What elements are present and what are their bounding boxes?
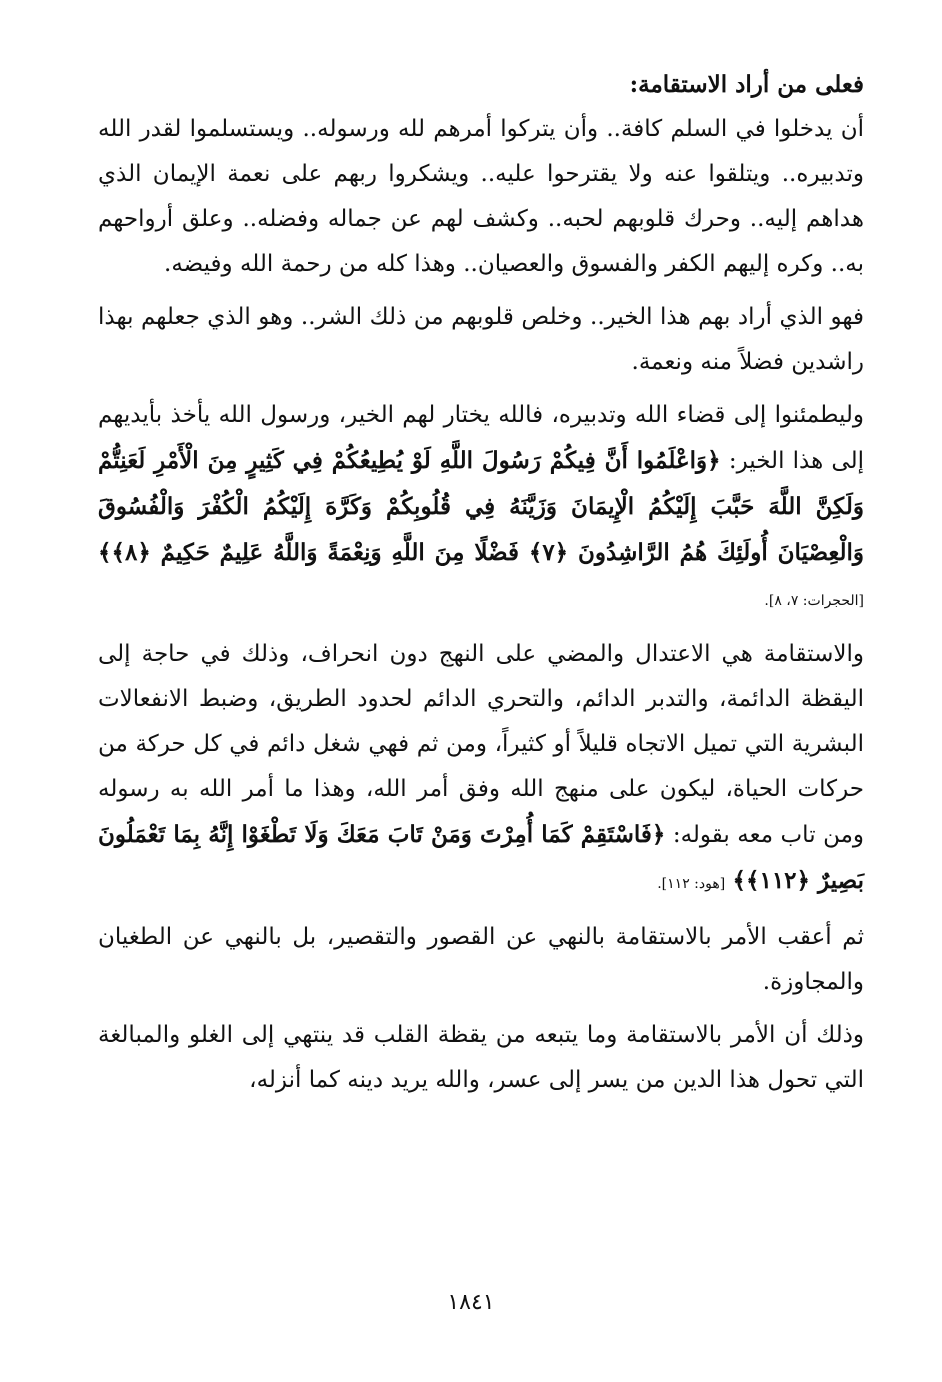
- paragraph-text: وليطمئنوا إلى قضاء الله وتدبيره، فالله يختار لهم الخير، ورسول الله يأخذ بأيديهم إلى هذا الخير:: [98, 402, 864, 474]
- section-heading: فعلى من أراد الاستقامة:: [629, 71, 864, 98]
- paragraph-text: والاستقامة هي الاعتدال والمضي على النهج دون انحراف، وذلك في حاجة إلى اليقظة الدائمة، والتدبر الدائم، والتحري الدائم لحدود الطريق، وضبط الانفعالات البشرية التي تميل الاتجاه قليلاً أو كثيراً، ومن ثم فهي شغل دائم في كل حركة من حركات الحياة، ليكون على منهج الله وفق أمر الله، وهذا ما أمر الله به رسوله ومن تاب معه بقوله:: [98, 641, 865, 848]
- paragraph-with-verse: [98, 393, 864, 624]
- verse-citation: [هود: ١١٢].: [657, 876, 726, 892]
- paragraph-with-verse: [98, 632, 864, 907]
- quran-verse: ﴿فَاسْتَقِمْ كَمَا أُمِرْتَ وَمَنْ تَابَ مَعَكَ وَلَا تَطْغَوْا إِنَّهُ بِمَا تَعْمَلُونَ بَصِيرٌ ﴿١١٢﴾﴾: [98, 821, 864, 894]
- page-body: [98, 62, 864, 1111]
- paragraph: ثم أعقب الأمر بالاستقامة بالنهي عن القصور والتقصير، بل بالنهي عن الطغيان والمجاوزة.: [98, 924, 864, 995]
- paragraph: فهو الذي أراد بهم هذا الخير.. وخلص قلوبهم من ذلك الشر.. وهو الذي جعلهم بهذا راشدين فضلاً منه ونعمة.: [98, 304, 864, 375]
- paragraph: أن يدخلوا في السلم كافة.. وأن يتركوا أمرهم لله ورسوله.. ويستسلموا لقدر الله وتدبيره.. ويتلقوا عنه ولا يقترحوا عليه.. ويشكروا ربهم على نعمة الإيمان الذي هداهم إليه.. وحرك قلوبهم لحبه.. وكشف لهم عن جماله وفضله.. وعلق أرواحهم به.. وكره إليهم الكفر والفسوق والعصيان.. وهذا كله من رحمة الله وفيضه.: [98, 116, 864, 277]
- page-number: ١٨٤١: [447, 1290, 495, 1315]
- verse-citation: [الحجرات: ٧، ٨].: [764, 593, 864, 609]
- paragraph: وذلك أن الأمر بالاستقامة وما يتبعه من يقظة القلب قد ينتهي إلى الغلو والمبالغة التي تحول هذا الدين من يسر إلى عسر، والله يريد دينه كما أنزله،: [98, 1022, 864, 1093]
- quran-verse: ﴿وَاعْلَمُوا أَنَّ فِيكُمْ رَسُولَ اللَّهِ لَوْ يُطِيعُكُمْ فِي كَثِيرٍ مِنَ الْأَمْرِ لَعَنِتُّمْ وَلَكِنَّ اللَّهَ حَبَّبَ إِلَيْكُمُ الْإِيمَانَ وَزَيَّنَهُ فِي قُلُوبِكُمْ وَكَرَّهَ إِلَيْكُمُ الْكُفْرَ وَالْفُسُوقَ وَالْعِصْيَانَ أُولَئِكَ هُمُ الرَّاشِدُونَ ﴿٧﴾ فَضْلًا مِنَ اللَّهِ وَنِعْمَةً وَاللَّهُ عَلِيمٌ حَكِيمٌ ﴿٨﴾﴾: [98, 447, 865, 566]
